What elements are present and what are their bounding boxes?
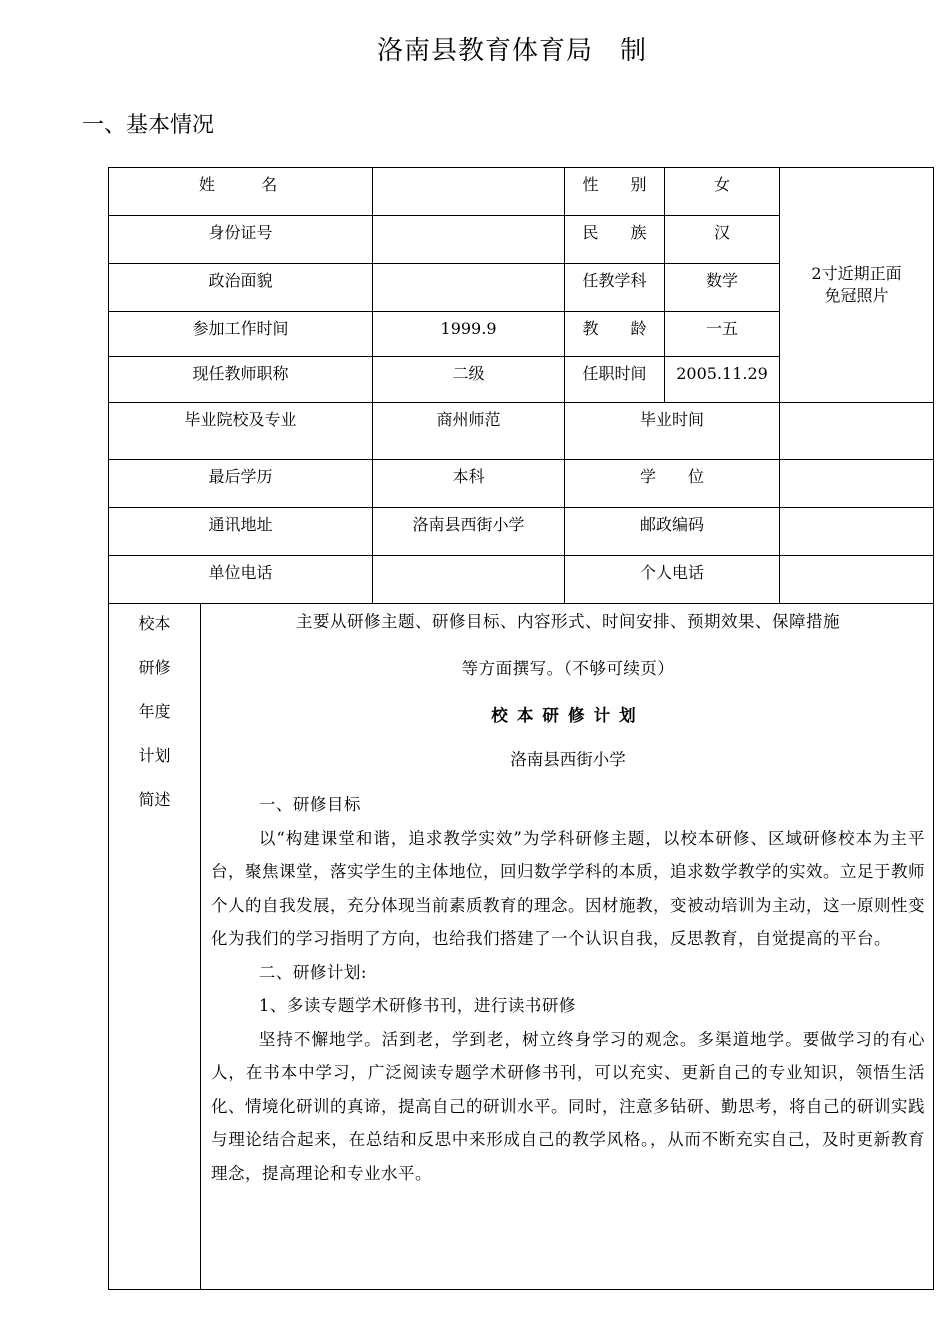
subject-label: 任教学科 — [582, 271, 647, 290]
title-label-cell — [109, 357, 373, 403]
degree-value-cell[interactable] — [780, 460, 934, 508]
appoint-label: 任职时间 — [582, 364, 647, 383]
gender-label-cell — [565, 168, 665, 216]
side-label-4: 计划 — [138, 746, 171, 765]
name-value-cell[interactable] — [373, 168, 565, 216]
name-value — [373, 168, 564, 174]
appoint-value-cell[interactable] — [665, 357, 780, 403]
subject-value-cell[interactable] — [665, 264, 780, 312]
gender-value-cell[interactable] — [665, 168, 780, 216]
appoint-label-cell — [565, 357, 665, 403]
school-major-value: 商州师范 — [436, 410, 501, 429]
education-value: 本科 — [452, 467, 485, 486]
side-label-2: 研修 — [138, 658, 171, 677]
goal-paragraph: 以“构建课堂和谐，追求教学实效”为学科研修主题，以校本研修、区域研修校本为主平台，聚焦课堂，落实学生的主体地位，回归数学学科的本质，追求数学教学的实效。立足于教师个人的自我发展，充分体现当前素质教育的理念。因材施教，变被动培训为主动，这一原则性变化为我们的学习指明了方向，也给我们搭建了一个认识自我，反思教育，自觉提高的平台。 — [211, 828, 926, 948]
goal-heading: 一、研修目标 — [258, 795, 361, 814]
address-label-cell — [109, 508, 373, 556]
school-major-label: 毕业院校及专业 — [184, 410, 297, 429]
id-label: 身份证号 — [208, 223, 273, 242]
subject-value: 数学 — [706, 271, 739, 290]
photo-line-2: 免冠照片 — [824, 286, 889, 305]
photo-line-1: 2寸近期正面 — [811, 264, 902, 283]
postcode-label-cell — [565, 508, 780, 556]
address-value-cell[interactable] — [373, 508, 565, 556]
subject-label-cell — [565, 264, 665, 312]
education-value-cell[interactable] — [373, 460, 565, 508]
id-label-cell — [109, 216, 373, 264]
teacher-title-label: 现任教师职称 — [192, 364, 289, 383]
page-title: 洛南县教育体育局 制 — [376, 36, 647, 66]
address-label: 通讯地址 — [208, 515, 273, 534]
grad-time-value — [780, 403, 933, 409]
degree-label: 学 位 — [640, 467, 705, 486]
side-label-3: 年度 — [138, 702, 171, 721]
title-value-cell[interactable] — [373, 357, 565, 403]
basic-info-table — [108, 167, 934, 1290]
work-phone-value-cell[interactable] — [373, 556, 565, 604]
work-start-value-cell[interactable] — [373, 312, 565, 357]
address-value: 洛南县西街小学 — [412, 515, 525, 534]
plan-heading: 二、研修计划: — [258, 962, 367, 982]
work-phone-value — [373, 556, 564, 562]
school-major-label-cell — [109, 403, 373, 460]
photo-cell — [780, 168, 934, 403]
gender-label: 性 别 — [582, 175, 647, 194]
school-major-value-cell[interactable] — [373, 403, 565, 460]
teaching-years-label-cell — [565, 312, 665, 357]
grad-time-label-cell — [565, 403, 780, 460]
work-phone-label: 单位电话 — [208, 563, 273, 582]
id-value-cell[interactable] — [373, 216, 565, 264]
plan-title: 校本研修计划 — [491, 706, 645, 725]
side-label-5: 简述 — [138, 790, 171, 809]
work-start-label-cell — [109, 312, 373, 357]
instruction-line-1: 主要从研修主题、研修目标、内容形式、时间安排、预期效果、保障措施 — [296, 612, 840, 631]
degree-value — [780, 460, 933, 466]
work-start-label: 参加工作时间 — [192, 319, 289, 338]
item1-paragraph: 坚持不懈地学。活到老，学到老，树立终身学习的观念。多渠道地学。要做学习的有心人，在书本中学习，广泛阅读专题学术研修书刊，可以充实、更新自己的专业知识，领悟生活化、情境化研训的真谛，提高自己的研训水平。同时，注意多钻研、勤思考，将自己的研训实践与理论结合起来，在总结和反思中来形成自己的教学风格。，从而不断充实自己，及时更新教育理念，提高理论和专业水平。 — [211, 1029, 926, 1183]
ethnicity-value: 汉 — [714, 223, 731, 242]
id-value — [373, 216, 564, 222]
education-label: 最后学历 — [208, 467, 273, 486]
politics-label-cell — [109, 264, 373, 312]
instruction-line-2: 等方面撰写。（不够可续页） — [461, 659, 675, 678]
photo-placeholder — [780, 263, 933, 307]
work-start-value: 1999.9 — [440, 319, 497, 338]
item1-heading: 1、多读专题学术研修书刊，进行读书研修 — [258, 996, 576, 1015]
politics-value-cell[interactable] — [373, 264, 565, 312]
teaching-years-value-cell[interactable] — [665, 312, 780, 357]
mobile-label: 个人电话 — [640, 563, 705, 582]
work-phone-label-cell — [109, 556, 373, 604]
mobile-value-cell[interactable] — [780, 556, 934, 604]
teacher-title-value: 二级 — [452, 364, 485, 383]
postcode-value — [780, 508, 933, 514]
mobile-value — [780, 556, 933, 562]
plan-content-cell[interactable] — [201, 604, 934, 1290]
degree-label-cell — [565, 460, 780, 508]
teaching-years-value: 一五 — [706, 319, 739, 338]
grad-time-value-cell[interactable] — [780, 403, 934, 460]
appoint-value: 2005.11.29 — [676, 364, 768, 383]
section-heading: 一、基本情况 — [82, 113, 215, 138]
teaching-years-label: 教 龄 — [582, 319, 647, 338]
side-label-1: 校本 — [138, 614, 171, 633]
ethnicity-value-cell[interactable] — [665, 216, 780, 264]
ethnicity-label: 民 族 — [582, 223, 647, 242]
postcode-value-cell[interactable] — [780, 508, 934, 556]
politics-label: 政治面貌 — [208, 271, 273, 290]
politics-value — [373, 264, 564, 270]
ethnicity-label-cell — [565, 216, 665, 264]
mobile-label-cell — [565, 556, 780, 604]
name-label-cell — [109, 168, 373, 216]
gender-value: 女 — [714, 175, 731, 194]
name-label: 姓 名 — [198, 175, 283, 194]
plan-school: 洛南县西街小学 — [510, 750, 626, 769]
plan-side-label-cell — [109, 604, 201, 1290]
postcode-label: 邮政编码 — [640, 515, 705, 534]
grad-time-label: 毕业时间 — [640, 410, 705, 429]
education-label-cell — [109, 460, 373, 508]
